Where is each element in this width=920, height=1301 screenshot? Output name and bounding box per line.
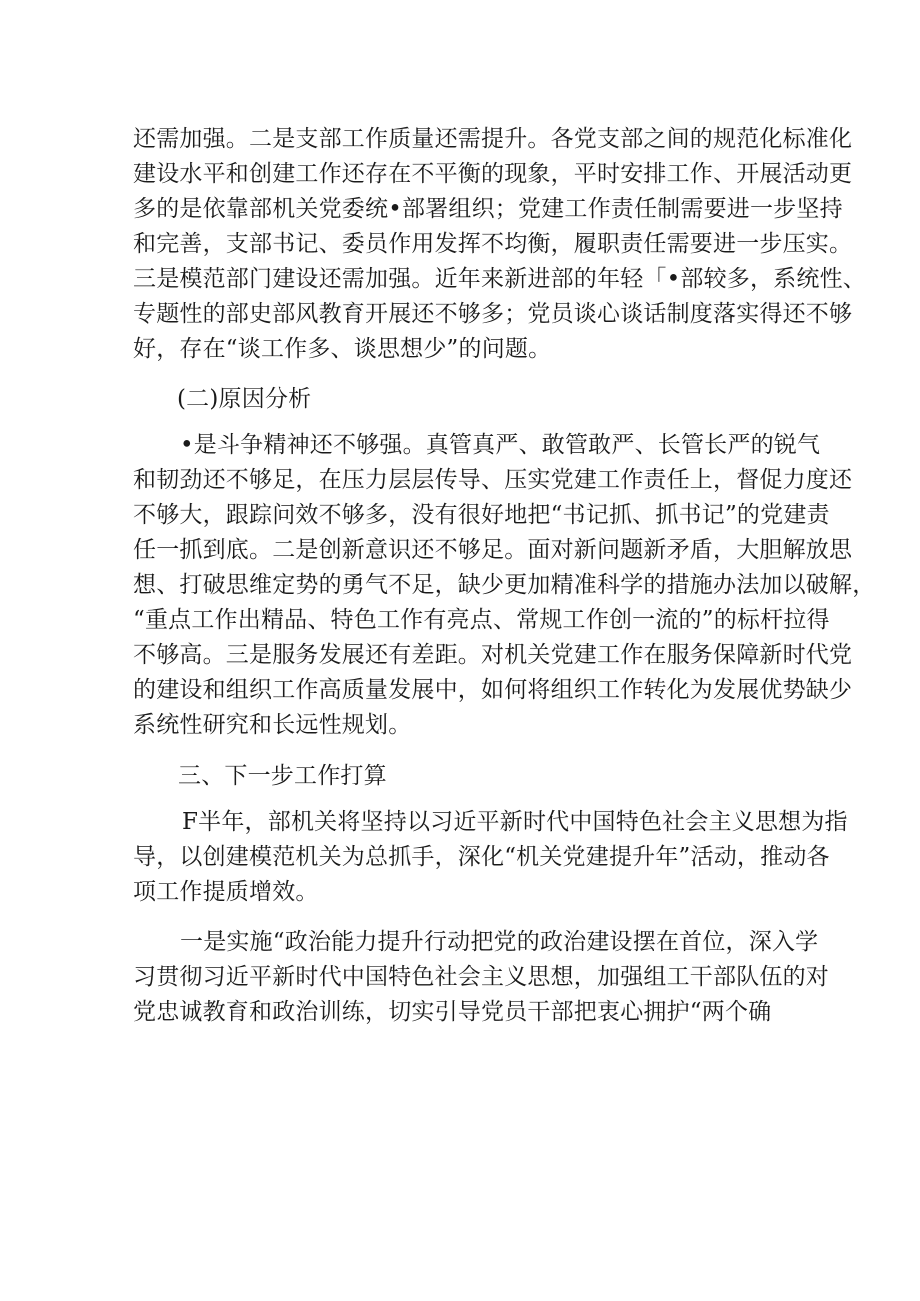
text-line: 不够高。三是服务发展还有差距。对机关党建工作在服务保障新时代党	[133, 642, 853, 668]
text-line: 还需加强。二是支部工作质量还需提升。各党支部之间的规范化标准化	[133, 126, 853, 152]
text-line: 系统性研究和长远性规划。	[133, 712, 412, 738]
text-line: 不够大，跟踪问效不够多，没有很好地把“书记抓、抓书记”的党建责	[133, 502, 830, 528]
text-line: “重点工作出精品、特色工作有亮点、常规工作创一流的”的标杆拉得	[133, 607, 830, 633]
text-line: 习贯彻习近平新时代中国特色社会主义思想，加强组工干部队伍的对	[133, 964, 829, 990]
section-heading: 三、下一步工作打算	[178, 763, 387, 789]
text-line: 好，存在“谈工作多、谈思想少”的问题。	[133, 336, 552, 362]
text-line: 想、打破思维定势的勇气不足，缺少更加精准科学的措施办法加以破解，	[133, 572, 876, 598]
text-line: 导，以创建模范机关为总抓手，深化“机关党建提升年”活动，推动各	[133, 844, 830, 870]
text-line: •是斗争精神还不够强。真管真严、敢管敢严、长管长严的锐气	[180, 432, 821, 458]
text-line: 任一抓到底。二是创新意识还不够足。面对新问题新矛盾，大胆解放思	[133, 537, 853, 563]
text-line: F半年，部机关将坚持以习近平新时代中国特色社会主义思想为指	[182, 809, 848, 835]
text-line: 和韧劲还不够足，在压力层层传导、压实党建工作责任上，督促力度还	[133, 467, 853, 493]
section-heading: (二)原因分析	[177, 386, 312, 412]
text-line: 多的是依靠部机关党委统•部署组织；党建工作责任制需要进一步坚持	[133, 196, 843, 222]
text-line: 党忠诚教育和政治训练，切实引导党员干部把衷心拥护“两个确	[133, 999, 772, 1025]
text-line: 一是实施“政治能力提升行动把党的政治建设摆在首位，深入学	[180, 929, 819, 955]
text-line: 专题性的部史部风教育开展还不够多；党员谈心谈话制度落实得还不够	[133, 301, 853, 327]
text-line: 和完善，支部书记、委员作用发挥不均衡，履职责任需要进一步压实。	[133, 231, 853, 257]
text-line: 项工作提质增效。	[133, 879, 319, 905]
text-line: 的建设和组织工作高质量发展中，如何将组织工作转化为发展优势缺少	[133, 677, 853, 703]
text-line: 三是模范部门建设还需加强。近年来新进部的年轻「•部较多，系统性、	[133, 266, 866, 292]
text-line: 建设水平和创建工作还存在不平衡的现象，平时安排工作、开展活动更	[133, 161, 853, 187]
